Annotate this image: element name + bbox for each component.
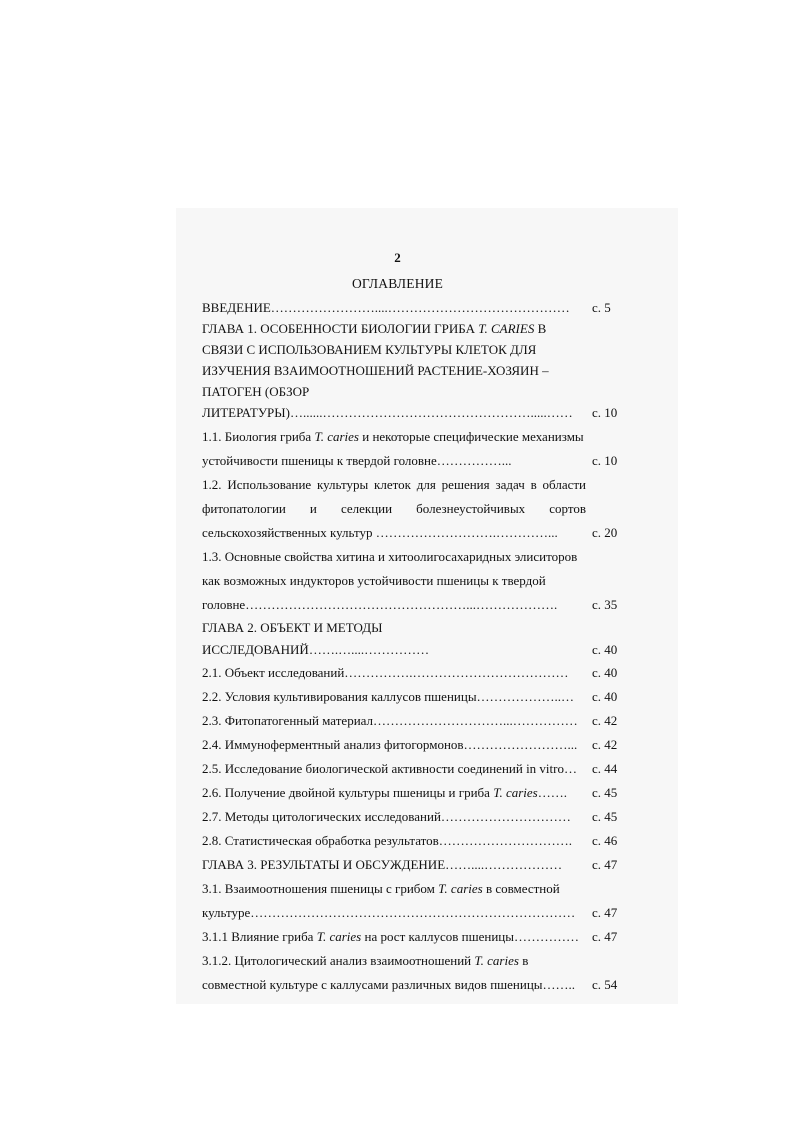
toc-entry-text: 2.2. Условия культивирования каллусов пшеницы………………..… (202, 689, 575, 704)
toc-entry-2-3[interactable] (202, 709, 622, 733)
toc-entry-2-6[interactable] (202, 781, 622, 805)
toc-page-ref: с. 10 (592, 453, 618, 468)
toc-page-ref: с. 42 (592, 713, 618, 728)
toc-entry-2-2[interactable] (202, 685, 622, 709)
toc-page-ref: с. 40 (592, 642, 618, 657)
toc-entry-2-5[interactable] (202, 757, 622, 781)
toc-page-ref: с. 42 (592, 737, 618, 752)
toc-page-ref: с. 40 (592, 665, 618, 680)
toc-page-ref: с. 47 (592, 929, 618, 944)
toc-entry-text: 1.2. Использование культуры клеток для решения задач в области фитопатологии и селекции болезнеустойчивых сортов сельскохозяйственных культур ……………………….…………... (202, 477, 586, 540)
toc-entry-chapter-2[interactable] (202, 617, 622, 661)
toc-entry-text: 1.3. Основные свойства хитина и хитоолигосахаридных элиситоров как возможных индукторов устойчивости пшеницы к твердой головне……………………………………………...………………. (202, 549, 578, 612)
toc-entry-introduction[interactable] (202, 297, 622, 318)
toc-entry-3-1-2[interactable] (202, 949, 622, 997)
page-number: 2 (394, 250, 401, 265)
toc-entry-2-8[interactable] (202, 829, 622, 853)
toc-entry-text: 2.5. Исследование биологической активности соединений in vitro… (202, 761, 577, 776)
toc-page-ref: с. 44 (592, 761, 618, 776)
toc-page-ref: с. 5 (592, 300, 611, 315)
toc-page-ref: с. 10 (592, 405, 618, 420)
toc-entry-chapter-3[interactable] (202, 853, 622, 877)
toc-entry-3-1[interactable] (202, 877, 622, 925)
toc-entry-1-2[interactable] (202, 473, 622, 545)
toc-entry-text: 2.1. Объект исследований…………….……………………………… (202, 665, 569, 680)
toc-entry-2-7[interactable] (202, 805, 622, 829)
toc-page-ref: с. 35 (592, 597, 618, 612)
toc-title: ОГЛАВЛЕНИЕ (351, 276, 444, 291)
toc-entry-1-1[interactable] (202, 425, 622, 473)
toc-page-ref: с. 54 (592, 977, 618, 992)
toc-page-ref: с. 47 (592, 905, 618, 920)
toc-entry-text: 2.4. Иммуноферментный анализ фитогормонов……………………... (202, 737, 578, 752)
toc-page-ref: с. 40 (592, 689, 618, 704)
toc-page-ref: с. 45 (592, 809, 618, 824)
toc-page-ref: с. 47 (592, 857, 618, 872)
toc-entry-text: ВВЕДЕНИЕ……………………....…………………………………… (202, 300, 570, 315)
toc-entry-text: 3.1.1 Влияние гриба T. caries на рост каллусов пшеницы…………… (202, 929, 579, 944)
toc-page-ref: с. 20 (592, 525, 618, 540)
toc-entry-text: ГЛАВА 1. ОСОБЕННОСТИ БИОЛОГИИ ГРИБА T. CARIES В СВЯЗИ С ИСПОЛЬЗОВАНИЕМ КУЛЬТУРЫ КЛЕТОК ДЛЯ ИЗУЧЕНИЯ ВЗАИМООТНОШЕНИЙ РАСТЕНИЕ-ХОЗЯИН – ПАТОГЕН (ОБЗОР ЛИТЕРАТУРЫ)…......………………………………………….....…… (202, 321, 573, 420)
toc-entry-chapter-1[interactable] (202, 318, 622, 423)
toc-entry-text: 2.8. Статистическая обработка результатов…………………………. (202, 833, 573, 848)
toc-entry-text: 2.7. Методы цитологических исследований………………………… (202, 809, 571, 824)
toc-entry-text: ГЛАВА 2. ОБЪЕКТ И МЕТОДЫ ИССЛЕДОВАНИЙ…….…....…………… (202, 620, 430, 657)
toc-entry-2-4[interactable] (202, 733, 622, 757)
table-of-contents (202, 297, 622, 997)
toc-entry-text: 2.3. Фитопатогенный материал…………………………...…………… (202, 713, 578, 728)
toc-entry-text: 3.1. Взаимоотношения пшеницы с грибом T. caries в совместной культуре………………………………………………………………… (202, 881, 576, 920)
toc-entry-text: 2.6. Получение двойной культуры пшеницы и гриба T. caries……. (202, 785, 567, 800)
toc-entry-1-3[interactable] (202, 545, 622, 617)
toc-entry-3-1-1[interactable] (202, 925, 622, 949)
toc-page-ref: с. 46 (592, 833, 618, 848)
toc-page-ref: с. 45 (592, 785, 618, 800)
toc-entry-text: 3.1.2. Цитологический анализ взаимоотношений T. caries в совместной культуре с каллусами различных видов пшеницы…….. (202, 953, 576, 992)
toc-entry-text: 1.1. Биология гриба T. caries и некоторые специфические механизмы устойчивости пшеницы к твердой головне……………... (202, 429, 584, 468)
toc-entry-text: ГЛАВА 3. РЕЗУЛЬТАТЫ И ОБСУЖДЕНИЕ……....……………… (202, 857, 563, 872)
toc-entry-2-1[interactable] (202, 661, 622, 685)
